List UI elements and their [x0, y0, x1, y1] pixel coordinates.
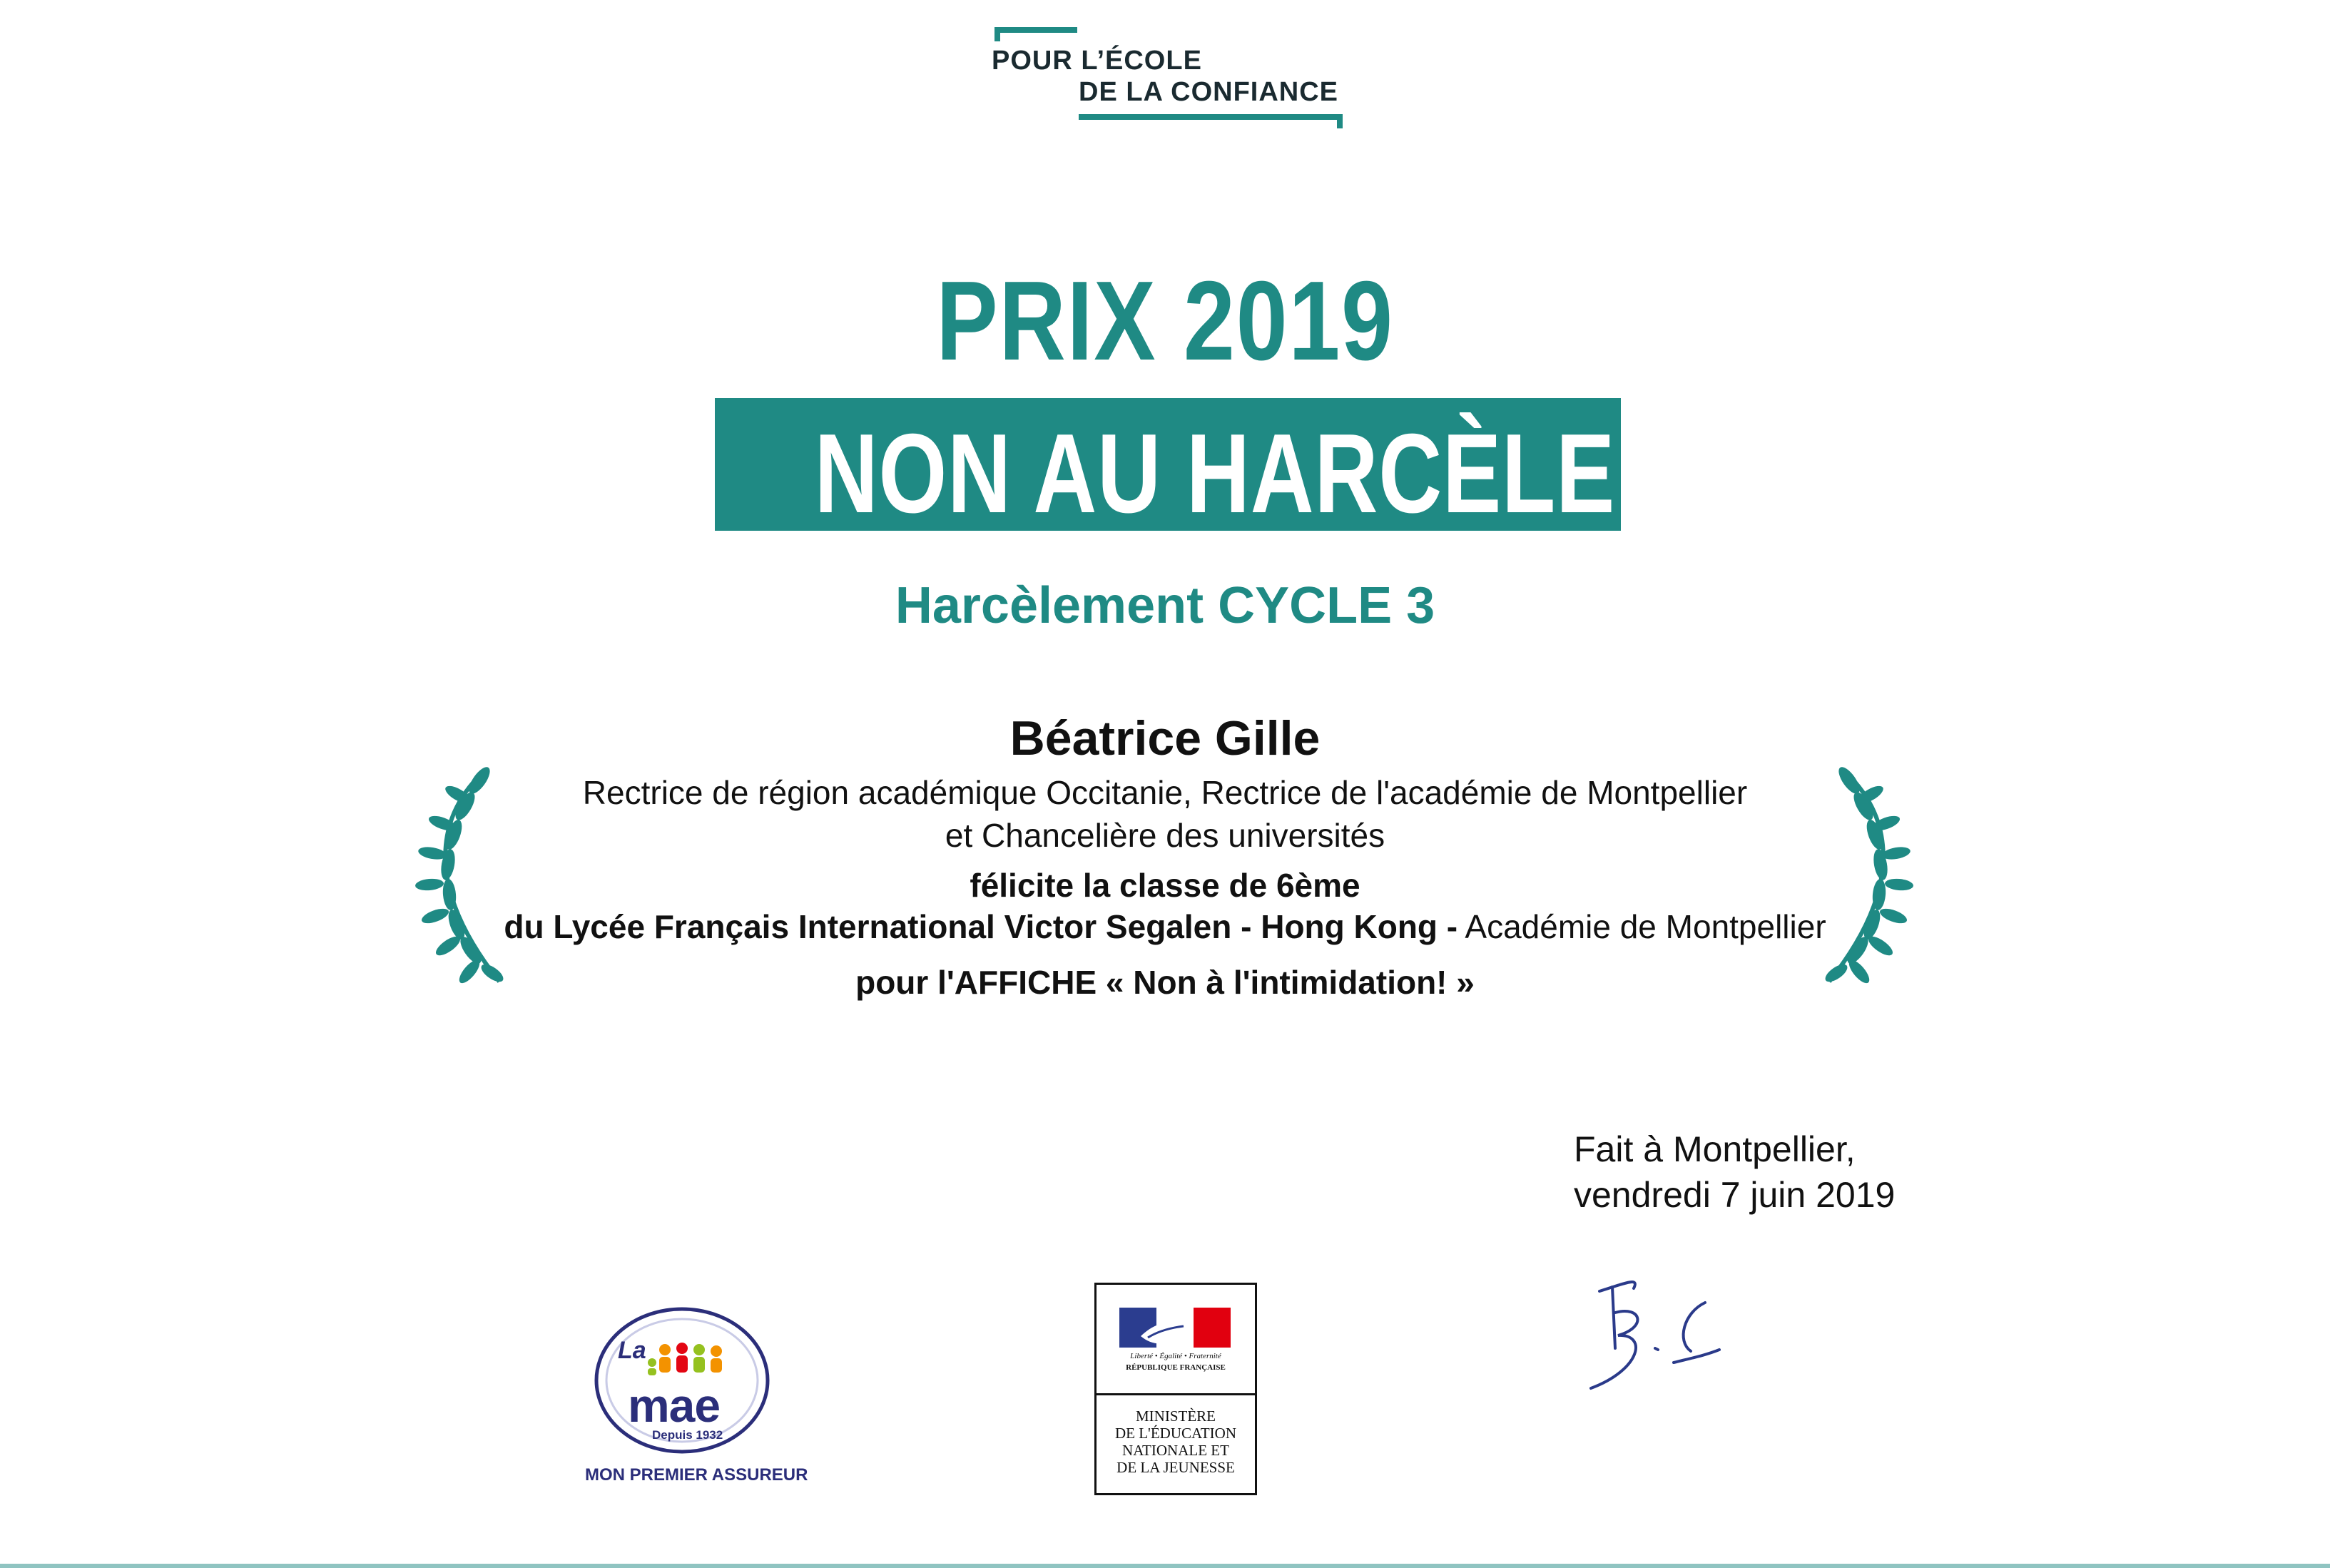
- page-bottom-edge: [0, 1564, 2330, 1568]
- congratulation-line: félicite la classe de 6ème: [970, 867, 1360, 904]
- prize-banner: [715, 398, 1867, 536]
- academy-name: Académie de Montpellier: [1457, 908, 1826, 945]
- logo-bar-bottom-tick: [1337, 114, 1343, 128]
- ministry-line-1: MINISTÈRE: [1136, 1407, 1216, 1425]
- laurel-left-icon: [408, 763, 508, 992]
- mae-logo: [585, 1305, 808, 1491]
- ministry-line-4: DE LA JEUNESSE: [1116, 1459, 1235, 1476]
- laurel-right-icon: [1821, 763, 1921, 992]
- handwritten-signature-icon: [1584, 1263, 1726, 1398]
- marianne-flag-icon: [1119, 1308, 1231, 1348]
- school-line: [0, 907, 2330, 946]
- ecole-confiance-logo: [992, 26, 1348, 133]
- ministry-line-2: DE L'ÉDUCATION: [1114, 1425, 1236, 1442]
- prize-title: PRIX 2019: [936, 258, 1394, 384]
- prize-banner-text: NON AU HARCÈLEMENT: [814, 411, 1867, 536]
- mae-tagline: MON PREMIER ASSUREUR: [585, 1465, 808, 1485]
- ministry-republic: RÉPUBLIQUE FRANÇAISE: [1126, 1363, 1226, 1372]
- prize-category: Harcèlement CYCLE 3: [895, 577, 1435, 634]
- ministry-logo: [1094, 1283, 1257, 1495]
- signoff-place: Fait à Montpellier,: [1574, 1129, 1856, 1169]
- mae-since-text: Depuis 1932: [652, 1428, 723, 1442]
- mae-la-text: La: [618, 1337, 646, 1364]
- ministry-divider: [1097, 1393, 1255, 1395]
- logo-bar-bottom: [1079, 114, 1343, 120]
- logo-line-1: POUR L’ÉCOLE: [992, 46, 1202, 76]
- ministry-line-3: NATIONALE ET: [1122, 1442, 1229, 1459]
- signer-role-line-2: et Chancelière des universités: [945, 817, 1385, 854]
- ministry-motto: Liberté • Égalité • Fraternité: [1130, 1352, 1221, 1360]
- signoff-date: vendredi 7 juin 2019: [1574, 1175, 1896, 1215]
- logo-bar-top-tick: [994, 27, 1000, 41]
- signer-role-line-1: Rectrice de région académique Occitanie, Rectrice de l'académie de Montpellier: [582, 774, 1748, 811]
- logo-line-2: DE LA CONFIANCE: [1079, 77, 1339, 107]
- poster-title-line: pour l'AFFICHE « Non à l'intimidation! »: [855, 964, 1475, 1001]
- mae-wordmark: mae: [628, 1379, 721, 1432]
- logo-bar-top: [994, 27, 1077, 33]
- school-name: du Lycée Français International Victor Segalen - Hong Kong -: [504, 908, 1458, 945]
- signer-name: Béatrice Gille: [1009, 711, 1321, 765]
